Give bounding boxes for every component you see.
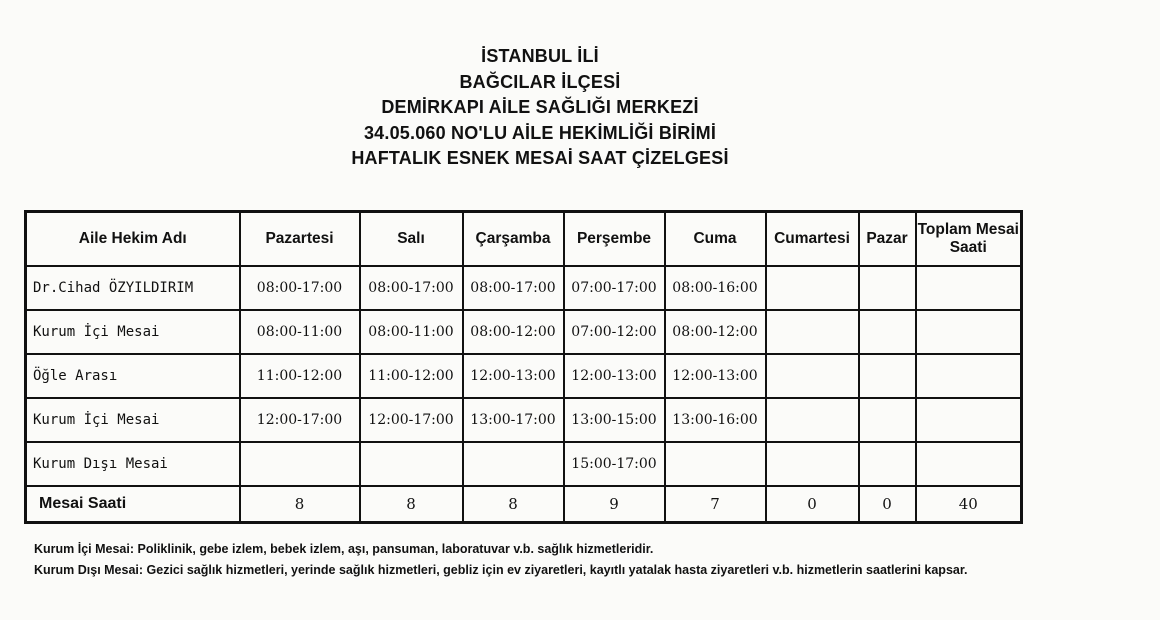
time-cell [916, 266, 1022, 310]
total-hours-cell: 0 [859, 486, 916, 523]
total-hours-cell: 8 [240, 486, 360, 523]
col-header-wednesday: Çarşamba [463, 212, 564, 267]
time-cell [859, 266, 916, 310]
time-cell [916, 398, 1022, 442]
time-cell [916, 442, 1022, 486]
footnotes [34, 539, 968, 581]
time-cell: 12:00-13:00 [665, 354, 766, 398]
total-row-label: Mesai Saati [26, 486, 240, 523]
time-cell [766, 398, 859, 442]
table-row [26, 442, 1022, 486]
heading-health-center: DEMİRKAPI AİLE SAĞLIĞI MERKEZİ [381, 97, 699, 117]
row-label: Kurum İçi Mesai [26, 310, 240, 354]
footnote-internal-work: Kurum İçi Mesai: Poliklinik, gebe izlem, bebek izlem, aşı, pansuman, laboratuvar v.b. sağlık hizmetleridir. [34, 542, 654, 556]
time-cell [859, 442, 916, 486]
time-cell [360, 442, 463, 486]
document-heading [0, 44, 1080, 172]
time-cell: 08:00-11:00 [360, 310, 463, 354]
time-cell: 12:00-13:00 [463, 354, 564, 398]
heading-unit: 34.05.060 NO'LU AİLE HEKİMLİĞİ BİRİMİ [363, 122, 717, 143]
time-cell [240, 442, 360, 486]
col-header-saturday: Cumartesi [766, 212, 859, 267]
table-row [26, 354, 1022, 398]
total-hours-cell: 8 [463, 486, 564, 523]
time-cell [766, 310, 859, 354]
time-cell: 11:00-12:00 [240, 354, 360, 398]
table-row [26, 310, 1022, 354]
footnote-external-work: Kurum Dışı Mesai: Gezici sağlık hizmetleri, yerinde sağlık hizmetleri, gebliz için ev ziyaretleri, kayıtlı yatalak hasta ziyaretleri v.b. hizmetlerin saatlerini kapsar. [34, 563, 968, 577]
row-label: Kurum Dışı Mesai [26, 442, 240, 486]
table-header-row [26, 212, 1022, 267]
total-hours-row [26, 486, 1022, 523]
time-cell: 08:00-17:00 [360, 266, 463, 310]
time-cell [859, 354, 916, 398]
row-label: Öğle Arası [26, 354, 240, 398]
table-row [26, 266, 1022, 310]
time-cell: 07:00-17:00 [564, 266, 665, 310]
time-cell: 15:00-17:00 [564, 442, 665, 486]
col-header-total-hours: Toplam Mesai Saati [916, 212, 1022, 267]
time-cell: 12:00-17:00 [360, 398, 463, 442]
time-cell: 08:00-16:00 [665, 266, 766, 310]
time-cell: 08:00-17:00 [463, 266, 564, 310]
time-cell [916, 310, 1022, 354]
time-cell [859, 398, 916, 442]
time-cell: 12:00-13:00 [564, 354, 665, 398]
time-cell: 08:00-12:00 [665, 310, 766, 354]
row-label: Kurum İçi Mesai [26, 398, 240, 442]
time-cell [766, 354, 859, 398]
time-cell [859, 310, 916, 354]
time-cell [916, 354, 1022, 398]
table-row [26, 398, 1022, 442]
time-cell: 12:00-17:00 [240, 398, 360, 442]
time-cell: 11:00-12:00 [360, 354, 463, 398]
col-header-friday: Cuma [665, 212, 766, 267]
total-hours-cell: 7 [665, 486, 766, 523]
time-cell [463, 442, 564, 486]
heading-district: BAĞCILAR İLÇESİ [459, 71, 621, 92]
heading-schedule-title: HAFTALIK ESNEK MESAİ SAAT ÇİZELGESİ [351, 148, 729, 168]
col-header-tuesday: Salı [360, 212, 463, 267]
time-cell: 13:00-16:00 [665, 398, 766, 442]
total-hours-cell: 0 [766, 486, 859, 523]
col-header-monday: Pazartesi [240, 212, 360, 267]
time-cell: 08:00-11:00 [240, 310, 360, 354]
grand-total-cell: 40 [916, 486, 1022, 523]
weekly-schedule-table [24, 210, 1023, 524]
heading-province: İSTANBUL İLİ [481, 46, 599, 66]
row-label: Dr.Cihad ÖZYILDIRIM [26, 266, 240, 310]
col-header-physician: Aile Hekim Adı [26, 212, 240, 267]
time-cell: 13:00-17:00 [463, 398, 564, 442]
time-cell: 08:00-17:00 [240, 266, 360, 310]
total-hours-cell: 8 [360, 486, 463, 523]
time-cell: 08:00-12:00 [463, 310, 564, 354]
time-cell [766, 266, 859, 310]
time-cell [766, 442, 859, 486]
col-header-thursday: Perşembe [564, 212, 665, 267]
total-hours-cell: 9 [564, 486, 665, 523]
time-cell [665, 442, 766, 486]
time-cell: 13:00-15:00 [564, 398, 665, 442]
col-header-sunday: Pazar [859, 212, 916, 267]
time-cell: 07:00-12:00 [564, 310, 665, 354]
